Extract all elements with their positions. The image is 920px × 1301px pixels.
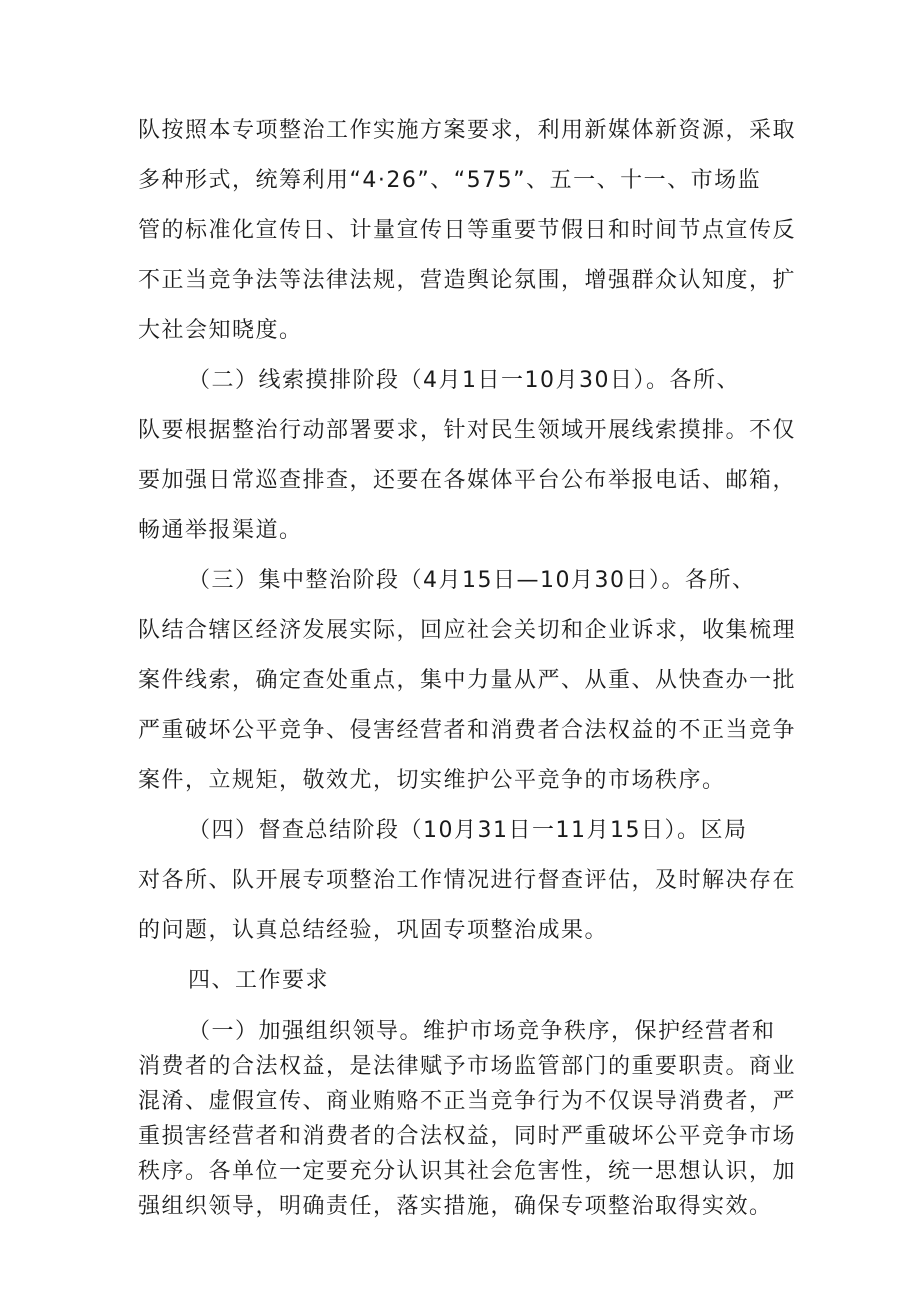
text-line: 大社会知晓度。 <box>138 318 303 343</box>
text-line: 案件线索，确定查处重点，集中力量从严、从重、从快查办一批 <box>138 668 797 693</box>
text-line: 畅通举报渠道。 <box>138 518 303 543</box>
paragraph-strengthen-leadership <box>138 1014 798 1224</box>
text-line: （四）督查总结阶段（10月31日一11月15日）。区局 <box>188 818 748 843</box>
document-body <box>138 106 798 1224</box>
text-line: 管的标准化宣传日、计量宣传日等重要节假日和时间节点宣传反 <box>138 218 797 243</box>
text-line: 队按照本专项整治工作实施方案要求，利用新媒体新资源，采取 <box>138 118 797 143</box>
text-line: 案件，立规矩，敬效尤，切实维护公平竞争的市场秩序。 <box>138 768 726 793</box>
text-line: 队结合辖区经济发展实际，回应社会关切和企业诉求，收集梳理 <box>138 618 797 643</box>
text-line: 严重破坏公平竞争、侵害经营者和消费者合法权益的不正当竞争 <box>138 718 797 743</box>
text-line: 消费者的合法权益，是法律赋予市场监管部门的重要职责。商业 <box>138 1054 797 1079</box>
paragraph-publicity <box>138 106 798 356</box>
text-line: 对各所、队开展专项整治工作情况进行督查评估，及时解决存在 <box>138 868 797 893</box>
text-line: （一）加强组织领导。维护市场竞争秩序，保护经营者和 <box>188 1019 776 1044</box>
section-heading: 四、工作要求 <box>188 968 330 993</box>
text-line: （二）线索摸排阶段（4月1日一10月30日）。各所、 <box>188 368 740 393</box>
text-line: 混淆、虚假宣传、商业贿赂不正当竞争行为不仅误导消费者，严 <box>138 1089 797 1114</box>
paragraph-clue-investigation-stage <box>138 356 798 556</box>
text-line: 重损害经营者和消费者的合法权益，同时严重破坏公平竞争市场 <box>138 1124 797 1149</box>
paragraph-supervision-summary-stage <box>138 806 798 956</box>
text-line: 的问题，认真总结经验，巩固专项整治成果。 <box>138 918 609 943</box>
text-line: （三）集中整治阶段（4月15日—10月30日）。各所、 <box>188 568 756 593</box>
text-line: 队要根据整治行动部署要求，针对民生领域开展线索摸排。不仅 <box>138 418 797 443</box>
text-line: 秩序。各单位一定要充分认识其社会危害性，统一思想认识，加 <box>138 1159 797 1184</box>
paragraph-concentrated-rectification-stage <box>138 556 798 806</box>
text-line: 多种形式，统筹利用“4·26”、“575”、五一、十一、市场监 <box>138 168 762 193</box>
text-line: 不正当竞争法等法律法规，营造舆论氛围，增强群众认知度，扩 <box>138 268 797 293</box>
text-line: 要加强日常巡查排查，还要在各媒体平台公布举报电话、邮箱， <box>138 468 797 493</box>
text-line: 强组织领导，明确责任，落实措施，确保专项整治取得实效。 <box>138 1194 773 1219</box>
